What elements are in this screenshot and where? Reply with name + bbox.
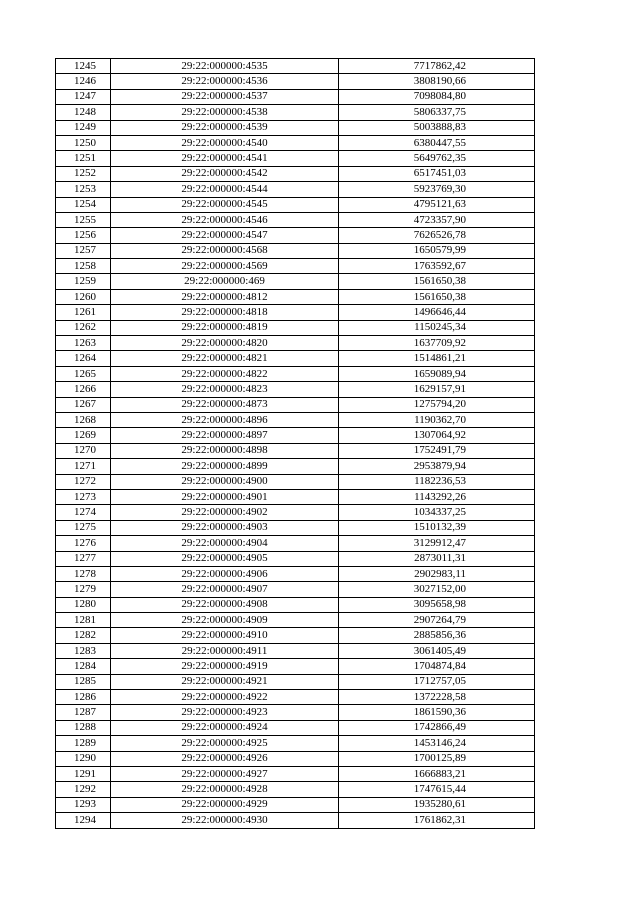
cadastral-number-cell: 29:22:000000:4906 xyxy=(111,566,339,581)
row-number-cell: 1275 xyxy=(56,520,111,535)
table-row xyxy=(56,690,535,705)
table-row xyxy=(56,643,535,658)
table-row xyxy=(56,228,535,243)
row-number-cell: 1253 xyxy=(56,182,111,197)
cadastral-value-cell: 1561650,38 xyxy=(339,289,535,304)
table-row xyxy=(56,536,535,551)
cadastral-value-cell: 2907264,79 xyxy=(339,613,535,628)
cadastral-value-cell: 1763592,67 xyxy=(339,259,535,274)
cadastral-number-cell: 29:22:000000:4901 xyxy=(111,489,339,504)
row-number-cell: 1252 xyxy=(56,166,111,181)
cadastral-value-cell: 5649762,35 xyxy=(339,151,535,166)
table-row xyxy=(56,243,535,258)
cadastral-number-cell: 29:22:000000:4821 xyxy=(111,351,339,366)
cadastral-number-cell: 29:22:000000:4926 xyxy=(111,751,339,766)
cadastral-number-cell: 29:22:000000:4922 xyxy=(111,690,339,705)
cadastral-number-cell: 29:22:000000:4924 xyxy=(111,720,339,735)
cadastral-value-cell: 1372228,58 xyxy=(339,690,535,705)
table-row xyxy=(56,766,535,781)
cadastral-number-cell: 29:22:000000:4907 xyxy=(111,582,339,597)
row-number-cell: 1264 xyxy=(56,351,111,366)
cadastral-number-cell: 29:22:000000:4923 xyxy=(111,705,339,720)
row-number-cell: 1269 xyxy=(56,428,111,443)
cadastral-value-cell: 7717862,42 xyxy=(339,59,535,74)
table-row xyxy=(56,320,535,335)
row-number-cell: 1266 xyxy=(56,382,111,397)
row-number-cell: 1261 xyxy=(56,305,111,320)
table-row xyxy=(56,382,535,397)
row-number-cell: 1256 xyxy=(56,228,111,243)
table-row xyxy=(56,212,535,227)
cadastral-value-cell: 3027152,00 xyxy=(339,582,535,597)
cadastral-number-cell: 29:22:000000:4919 xyxy=(111,659,339,674)
table-row xyxy=(56,397,535,412)
cadastral-number-cell: 29:22:000000:4544 xyxy=(111,182,339,197)
table-row xyxy=(56,89,535,104)
cadastral-value-cell: 5923769,30 xyxy=(339,182,535,197)
cadastral-value-cell: 1190362,70 xyxy=(339,412,535,427)
row-number-cell: 1245 xyxy=(56,59,111,74)
table-row xyxy=(56,782,535,797)
cadastral-value-cell: 3061405,49 xyxy=(339,643,535,658)
cadastral-number-cell: 29:22:000000:4545 xyxy=(111,197,339,212)
cadastral-value-cell: 1650579,99 xyxy=(339,243,535,258)
cadastral-number-cell: 29:22:000000:4535 xyxy=(111,59,339,74)
cadastral-number-cell: 29:22:000000:4820 xyxy=(111,336,339,351)
cadastral-value-cell: 1637709,92 xyxy=(339,336,535,351)
table-row xyxy=(56,274,535,289)
cadastral-value-cell: 7626526,78 xyxy=(339,228,535,243)
cadastral-number-cell: 29:22:000000:4929 xyxy=(111,797,339,812)
row-number-cell: 1263 xyxy=(56,336,111,351)
cadastral-value-cell: 3095658,98 xyxy=(339,597,535,612)
table-row xyxy=(56,628,535,643)
cadastral-number-cell: 29:22:000000:4547 xyxy=(111,228,339,243)
cadastral-number-cell: 29:22:000000:4911 xyxy=(111,643,339,658)
table-row xyxy=(56,336,535,351)
table-row xyxy=(56,459,535,474)
table-row xyxy=(56,597,535,612)
cadastral-value-cell: 7098084,80 xyxy=(339,89,535,104)
table-row xyxy=(56,259,535,274)
cadastral-number-cell: 29:22:000000:4873 xyxy=(111,397,339,412)
cadastral-value-cell: 1659089,94 xyxy=(339,366,535,381)
row-number-cell: 1247 xyxy=(56,89,111,104)
cadastral-value-cell: 6517451,03 xyxy=(339,166,535,181)
table-row xyxy=(56,135,535,150)
cadastral-value-cell: 6380447,55 xyxy=(339,135,535,150)
cadastral-number-cell: 29:22:000000:4904 xyxy=(111,536,339,551)
row-number-cell: 1277 xyxy=(56,551,111,566)
cadastral-number-cell: 29:22:000000:4896 xyxy=(111,412,339,427)
row-number-cell: 1280 xyxy=(56,597,111,612)
table-row xyxy=(56,305,535,320)
cadastral-value-cell: 1861590,36 xyxy=(339,705,535,720)
table-row xyxy=(56,443,535,458)
cadastral-value-cell: 1761862,31 xyxy=(339,813,535,828)
row-number-cell: 1291 xyxy=(56,766,111,781)
table-row xyxy=(56,412,535,427)
table-row xyxy=(56,720,535,735)
row-number-cell: 1265 xyxy=(56,366,111,381)
row-number-cell: 1274 xyxy=(56,505,111,520)
table-row xyxy=(56,551,535,566)
cadastral-value-cell: 1143292,26 xyxy=(339,489,535,504)
cadastral-number-cell: 29:22:000000:4897 xyxy=(111,428,339,443)
cadastral-number-cell: 29:22:000000:4910 xyxy=(111,628,339,643)
table-body xyxy=(56,59,535,829)
cadastral-number-cell: 29:22:000000:4899 xyxy=(111,459,339,474)
row-number-cell: 1254 xyxy=(56,197,111,212)
table-row xyxy=(56,582,535,597)
table-row xyxy=(56,151,535,166)
cadastral-number-cell: 29:22:000000:4823 xyxy=(111,382,339,397)
row-number-cell: 1258 xyxy=(56,259,111,274)
cadastral-number-cell: 29:22:000000:4902 xyxy=(111,505,339,520)
table-row xyxy=(56,474,535,489)
cadastral-number-cell: 29:22:000000:4569 xyxy=(111,259,339,274)
cadastral-value-cell: 1752491,79 xyxy=(339,443,535,458)
table-row xyxy=(56,520,535,535)
cadastral-number-cell: 29:22:000000:4930 xyxy=(111,813,339,828)
cadastral-number-cell: 29:22:000000:4928 xyxy=(111,782,339,797)
table-row xyxy=(56,182,535,197)
row-number-cell: 1283 xyxy=(56,643,111,658)
table-row xyxy=(56,351,535,366)
cadastral-number-cell: 29:22:000000:4540 xyxy=(111,135,339,150)
row-number-cell: 1284 xyxy=(56,659,111,674)
cadastral-value-cell: 4723357,90 xyxy=(339,212,535,227)
row-number-cell: 1279 xyxy=(56,582,111,597)
cadastral-number-cell: 29:22:000000:4537 xyxy=(111,89,339,104)
cadastral-number-cell: 29:22:000000:4538 xyxy=(111,105,339,120)
cadastral-value-cell: 1034337,25 xyxy=(339,505,535,520)
table-row xyxy=(56,166,535,181)
table-row xyxy=(56,428,535,443)
cadastral-number-cell: 29:22:000000:4925 xyxy=(111,736,339,751)
table-row xyxy=(56,613,535,628)
cadastral-value-cell: 3129912,47 xyxy=(339,536,535,551)
cadastral-value-cell: 1182236,53 xyxy=(339,474,535,489)
row-number-cell: 1249 xyxy=(56,120,111,135)
row-number-cell: 1267 xyxy=(56,397,111,412)
row-number-cell: 1292 xyxy=(56,782,111,797)
row-number-cell: 1270 xyxy=(56,443,111,458)
row-number-cell: 1289 xyxy=(56,736,111,751)
row-number-cell: 1278 xyxy=(56,566,111,581)
table-row xyxy=(56,105,535,120)
row-number-cell: 1262 xyxy=(56,320,111,335)
table-row xyxy=(56,489,535,504)
cadastral-value-cell: 1307064,92 xyxy=(339,428,535,443)
row-number-cell: 1285 xyxy=(56,674,111,689)
cadastral-value-cell: 2953879,94 xyxy=(339,459,535,474)
cadastral-number-cell: 29:22:000000:469 xyxy=(111,274,339,289)
cadastral-value-cell: 3808190,66 xyxy=(339,74,535,89)
cadastral-number-cell: 29:22:000000:4546 xyxy=(111,212,339,227)
table-row xyxy=(56,197,535,212)
cadastral-value-cell: 1700125,89 xyxy=(339,751,535,766)
cadastral-number-cell: 29:22:000000:4822 xyxy=(111,366,339,381)
row-number-cell: 1248 xyxy=(56,105,111,120)
row-number-cell: 1294 xyxy=(56,813,111,828)
cadastral-value-cell: 1747615,44 xyxy=(339,782,535,797)
cadastral-value-cell: 1742866,49 xyxy=(339,720,535,735)
cadastral-number-cell: 29:22:000000:4536 xyxy=(111,74,339,89)
cadastral-value-cell: 1510132,39 xyxy=(339,520,535,535)
cadastral-number-cell: 29:22:000000:4539 xyxy=(111,120,339,135)
cadastral-value-cell: 1496646,44 xyxy=(339,305,535,320)
row-number-cell: 1288 xyxy=(56,720,111,735)
cadastral-value-cell: 1712757,05 xyxy=(339,674,535,689)
table-row xyxy=(56,505,535,520)
row-number-cell: 1287 xyxy=(56,705,111,720)
row-number-cell: 1257 xyxy=(56,243,111,258)
cadastral-value-table xyxy=(55,58,535,829)
row-number-cell: 1260 xyxy=(56,289,111,304)
cadastral-number-cell: 29:22:000000:4898 xyxy=(111,443,339,458)
row-number-cell: 1273 xyxy=(56,489,111,504)
table-row xyxy=(56,120,535,135)
row-number-cell: 1255 xyxy=(56,212,111,227)
cadastral-value-cell: 1629157,91 xyxy=(339,382,535,397)
row-number-cell: 1251 xyxy=(56,151,111,166)
cadastral-value-cell: 5003888,83 xyxy=(339,120,535,135)
cadastral-number-cell: 29:22:000000:4900 xyxy=(111,474,339,489)
row-number-cell: 1281 xyxy=(56,613,111,628)
table-row xyxy=(56,736,535,751)
row-number-cell: 1268 xyxy=(56,412,111,427)
row-number-cell: 1259 xyxy=(56,274,111,289)
cadastral-value-cell: 2902983,11 xyxy=(339,566,535,581)
cadastral-value-cell: 2873011,31 xyxy=(339,551,535,566)
cadastral-number-cell: 29:22:000000:4908 xyxy=(111,597,339,612)
row-number-cell: 1282 xyxy=(56,628,111,643)
cadastral-number-cell: 29:22:000000:4905 xyxy=(111,551,339,566)
cadastral-number-cell: 29:22:000000:4818 xyxy=(111,305,339,320)
table-row xyxy=(56,289,535,304)
cadastral-value-cell: 2885856,36 xyxy=(339,628,535,643)
cadastral-value-cell: 1704874,84 xyxy=(339,659,535,674)
cadastral-value-cell: 1935280,61 xyxy=(339,797,535,812)
cadastral-value-cell: 1561650,38 xyxy=(339,274,535,289)
cadastral-number-cell: 29:22:000000:4568 xyxy=(111,243,339,258)
table-row xyxy=(56,674,535,689)
row-number-cell: 1246 xyxy=(56,74,111,89)
row-number-cell: 1293 xyxy=(56,797,111,812)
row-number-cell: 1271 xyxy=(56,459,111,474)
cadastral-value-cell: 4795121,63 xyxy=(339,197,535,212)
cadastral-number-cell: 29:22:000000:4927 xyxy=(111,766,339,781)
row-number-cell: 1272 xyxy=(56,474,111,489)
cadastral-number-cell: 29:22:000000:4541 xyxy=(111,151,339,166)
row-number-cell: 1276 xyxy=(56,536,111,551)
cadastral-number-cell: 29:22:000000:4812 xyxy=(111,289,339,304)
cadastral-number-cell: 29:22:000000:4819 xyxy=(111,320,339,335)
table-row xyxy=(56,659,535,674)
table-row xyxy=(56,566,535,581)
cadastral-value-cell: 1666883,21 xyxy=(339,766,535,781)
row-number-cell: 1286 xyxy=(56,690,111,705)
cadastral-value-cell: 1150245,34 xyxy=(339,320,535,335)
row-number-cell: 1290 xyxy=(56,751,111,766)
cadastral-number-cell: 29:22:000000:4921 xyxy=(111,674,339,689)
cadastral-number-cell: 29:22:000000:4903 xyxy=(111,520,339,535)
table-row xyxy=(56,797,535,812)
table-row xyxy=(56,813,535,828)
cadastral-value-cell: 5806337,75 xyxy=(339,105,535,120)
cadastral-number-cell: 29:22:000000:4909 xyxy=(111,613,339,628)
cadastral-value-cell: 1275794,20 xyxy=(339,397,535,412)
table-row xyxy=(56,59,535,74)
cadastral-number-cell: 29:22:000000:4542 xyxy=(111,166,339,181)
cadastral-value-cell: 1514861,21 xyxy=(339,351,535,366)
table-row xyxy=(56,366,535,381)
cadastral-value-cell: 1453146,24 xyxy=(339,736,535,751)
table-row xyxy=(56,751,535,766)
row-number-cell: 1250 xyxy=(56,135,111,150)
table-row xyxy=(56,74,535,89)
table-row xyxy=(56,705,535,720)
